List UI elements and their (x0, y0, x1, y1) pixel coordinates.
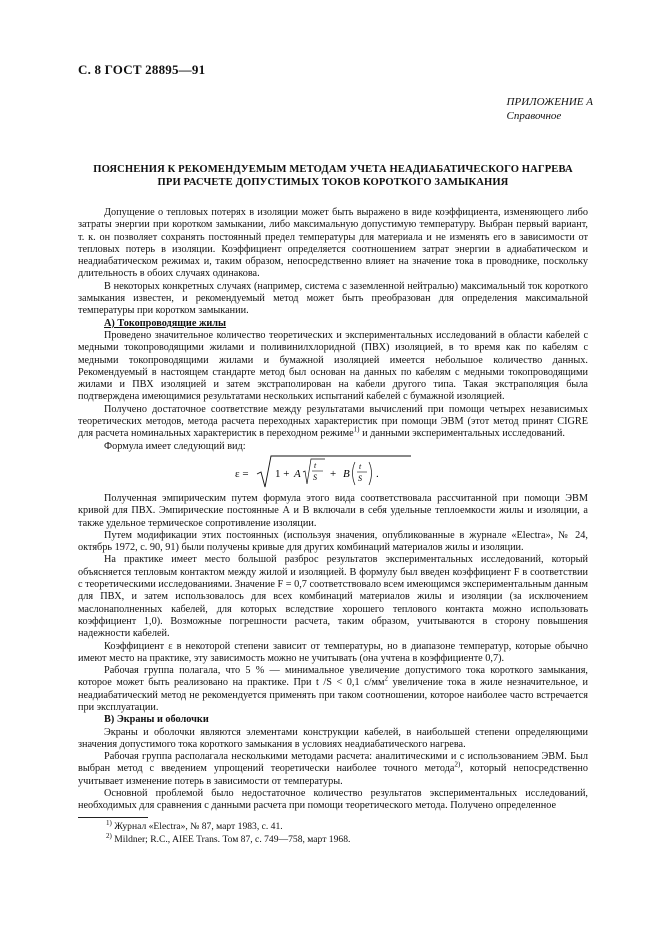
footnote-1-mark: 1) (106, 818, 112, 827)
paragraph-11: Экраны и оболочки являются элементами конструкции кабелей, в наибольшей степени определяющими значения допустимого тока короткого замыкания в условиях неадиабатического нагрева. (78, 726, 588, 750)
paragraph-13: Основной проблемой было недостаточное количество результатов экспериментальных исследований, необходимых для сравнения с данными расчета при помощи теоретического метода. Получено определенное (78, 788, 588, 812)
footnote-2-mark: 2) (106, 831, 112, 840)
paragraph-2: В некоторых конкретных случаях (например, система с заземленной нейтралью) максимальный ток короткого замыкания известен, и рекомендуемый метод может быть преобразован для определения максимальной температуры при коротком замыкании. (78, 280, 588, 317)
paragraph-1: Допущение о тепловых потерях в изоляции может быть выражено в виде коэффициента, изменяющего либо затраты энергии при коротком замыкании, либо максимальную допустимую температуру. Выбран первый вариант, т. к. он позволяет сохранять постоянный предел температуры для материала и не изменять его в зависимости от тепловых потерь в изоляции. Коэффициент определяется соотношением затрат энергии в адиабатическом и неадиабатическом режимах и, таким образом, непосредственно влияет на значение тока в проводнике, поскольку длительность в обоих случаях одинакова. (78, 207, 588, 280)
formula-constant-b: B (343, 467, 350, 480)
paragraph-12 (78, 751, 588, 788)
footnote-1 (106, 818, 283, 833)
appendix-type: Справочное (506, 110, 562, 122)
paragraph-10-text-a: Рабочая группа полагала, что 5 % — минимальное увеличение допустимого тока короткого замыкания, которое может быть реализовано на практике. При t /S < 0,1 с/мм (78, 665, 588, 689)
paragraph-3: Проведено значительное количество теоретических и экспериментальных исследований в области кабелей с медными токопроводящими жилами и поливинилхлоридной (ПВХ) изоляцией, в то время как по кабелям с медными токопроводящими жилами и бумажной изоляцией имеется небольшое количество данных. Рекомендуемый в настоящем стандарте метод был основан на данных по кабелям с медными токопроводящими жилами и ПВХ изоляцией и затем экстраполирован на кабели другого типа. Такая экстраполяция была подтверждена имеющимися результатами нескольких испытаний кабелей с бумажной изоляцией. (78, 329, 588, 403)
formula-t-1: t (314, 460, 317, 470)
footnote-2-text: Mildner; R.C., AIEE Trans. Том 87, с. 749—758, март 1968. (111, 834, 351, 845)
formula-plus: + (330, 467, 337, 480)
page-header: С. 8 ГОСТ 28895—91 (78, 62, 206, 77)
superscript-2: 2 (384, 674, 388, 683)
title-line-2: ПРИ РАСЧЕТЕ ДОПУСТИМЫХ ТОКОВ КОРОТКОГО ЗАМЫКАНИЯ (157, 176, 509, 188)
paragraph-8: На практике имеет место большой разброс результатов экспериментальных исследований, который объясняется тепловым контактом между жилой и изоляцией. В формулу был введен коэффициент F в соответствии с теоретическими исследованиями. Значение F = 0,7 соответствовало всем имеющимся экспериментальным данным для ПВХ, и затем использовалось для всех комбинаций материалов жилы и изоляции (за исключением маслонаполненных кабелей, для которых вследствие хорошего теплового контакта можно использовать коэффициент 1,0). Возможные погрешности расчета, таким образом, учитываются в сторону повышения надежности кабелей. (78, 554, 588, 640)
footnote-ref-2: 2) (454, 761, 461, 770)
paragraph-6: Полученная эмпирическим путем формула этого вида соответствовала рассчитанной при помощи ЭВМ кривой для ПВХ. Эмпирические постоянные А и В включали в себя удельные теплоемкости жилы и изоляции, а также удельное термическое сопротивление изоляции. (78, 492, 588, 529)
formula (78, 454, 588, 492)
formula-graphic (233, 454, 433, 492)
paragraph-10-text-b: увеличение тока в жиле незначительное, и неадиабатический метод не рекомендуется применять при таком соотношении, которое наиболее часто встречается при эксплуатации. (78, 677, 588, 713)
section-heading-a (78, 318, 588, 330)
footnote-1-text: Журнал «Electra», № 87, март 1983, с. 41. (111, 821, 283, 832)
formula-lhs: ε = (235, 467, 249, 480)
formula-period: . (376, 467, 379, 480)
left-paren (353, 462, 356, 485)
paragraph-10 (78, 665, 588, 714)
paragraph-12-text-b: , который непосредственно учитывает изменение потерь в зависимости от температуры. (78, 763, 588, 787)
section-heading-b: В) Экраны и оболочки (104, 714, 209, 726)
title-line-1: ПОЯСНЕНИЯ К РЕКОМЕНДУЕМЫМ МЕТОДАМ УЧЕТА НЕАДИАБАТИЧЕСКОГО НАГРЕВА (93, 164, 573, 175)
footnote-2 (106, 831, 351, 846)
section-heading-a-text: А) Токопроводящие жилы (104, 317, 227, 329)
paragraph-5: Формула имеет следующий вид: (104, 440, 246, 452)
formula-constant-a: A (294, 467, 301, 480)
document-title (78, 164, 588, 189)
right-paren (369, 462, 372, 485)
paragraph-4 (78, 404, 588, 441)
formula-one-plus: 1 + (275, 467, 290, 480)
footnote-divider (78, 817, 148, 818)
appendix-label-block (507, 95, 593, 123)
paragraph-4-text-a: Получено достаточное соответствие между результатами вычислений при помощи четырех независимых теоретических методов, метода расчета переходных характеристик при помощи ЭВМ (этот метод принят CIGRE для расчета номинальных характеристик в переходном режиме (78, 403, 588, 440)
paragraph-4-text-b: и данными экспериментальных исследований. (359, 428, 565, 440)
paragraph-7: Путем модификации этих постоянных (используя значения, опубликованные в журнале «Electra», № 24, октябрь 1972, с. 90, 91) были получены кривые для других комбинаций материалов жилы и изоляции. (78, 529, 588, 554)
formula-s-2: S (358, 473, 362, 483)
paragraph-12-text-a: Рабочая группа располагала несколькими методами расчета: аналитическими и с использованием ЭВМ. Был выбран метод с введением упрощений теоретически наиболее точного метода (78, 751, 588, 775)
paragraph-9: Коэффициент ε в некоторой степени зависит от температуры, но в диапазоне температур, которые обычно имеют место на практике, эту зависимость можно не учитывать (она учтена в коэффициенте 0,7). (78, 640, 588, 664)
formula-s-1: S (313, 472, 317, 482)
footnote-ref-1: 1) (353, 425, 360, 434)
formula-t-2: t (359, 461, 362, 471)
appendix-label: ПРИЛОЖЕНИЕ А (506, 96, 593, 108)
document-body (78, 207, 588, 813)
